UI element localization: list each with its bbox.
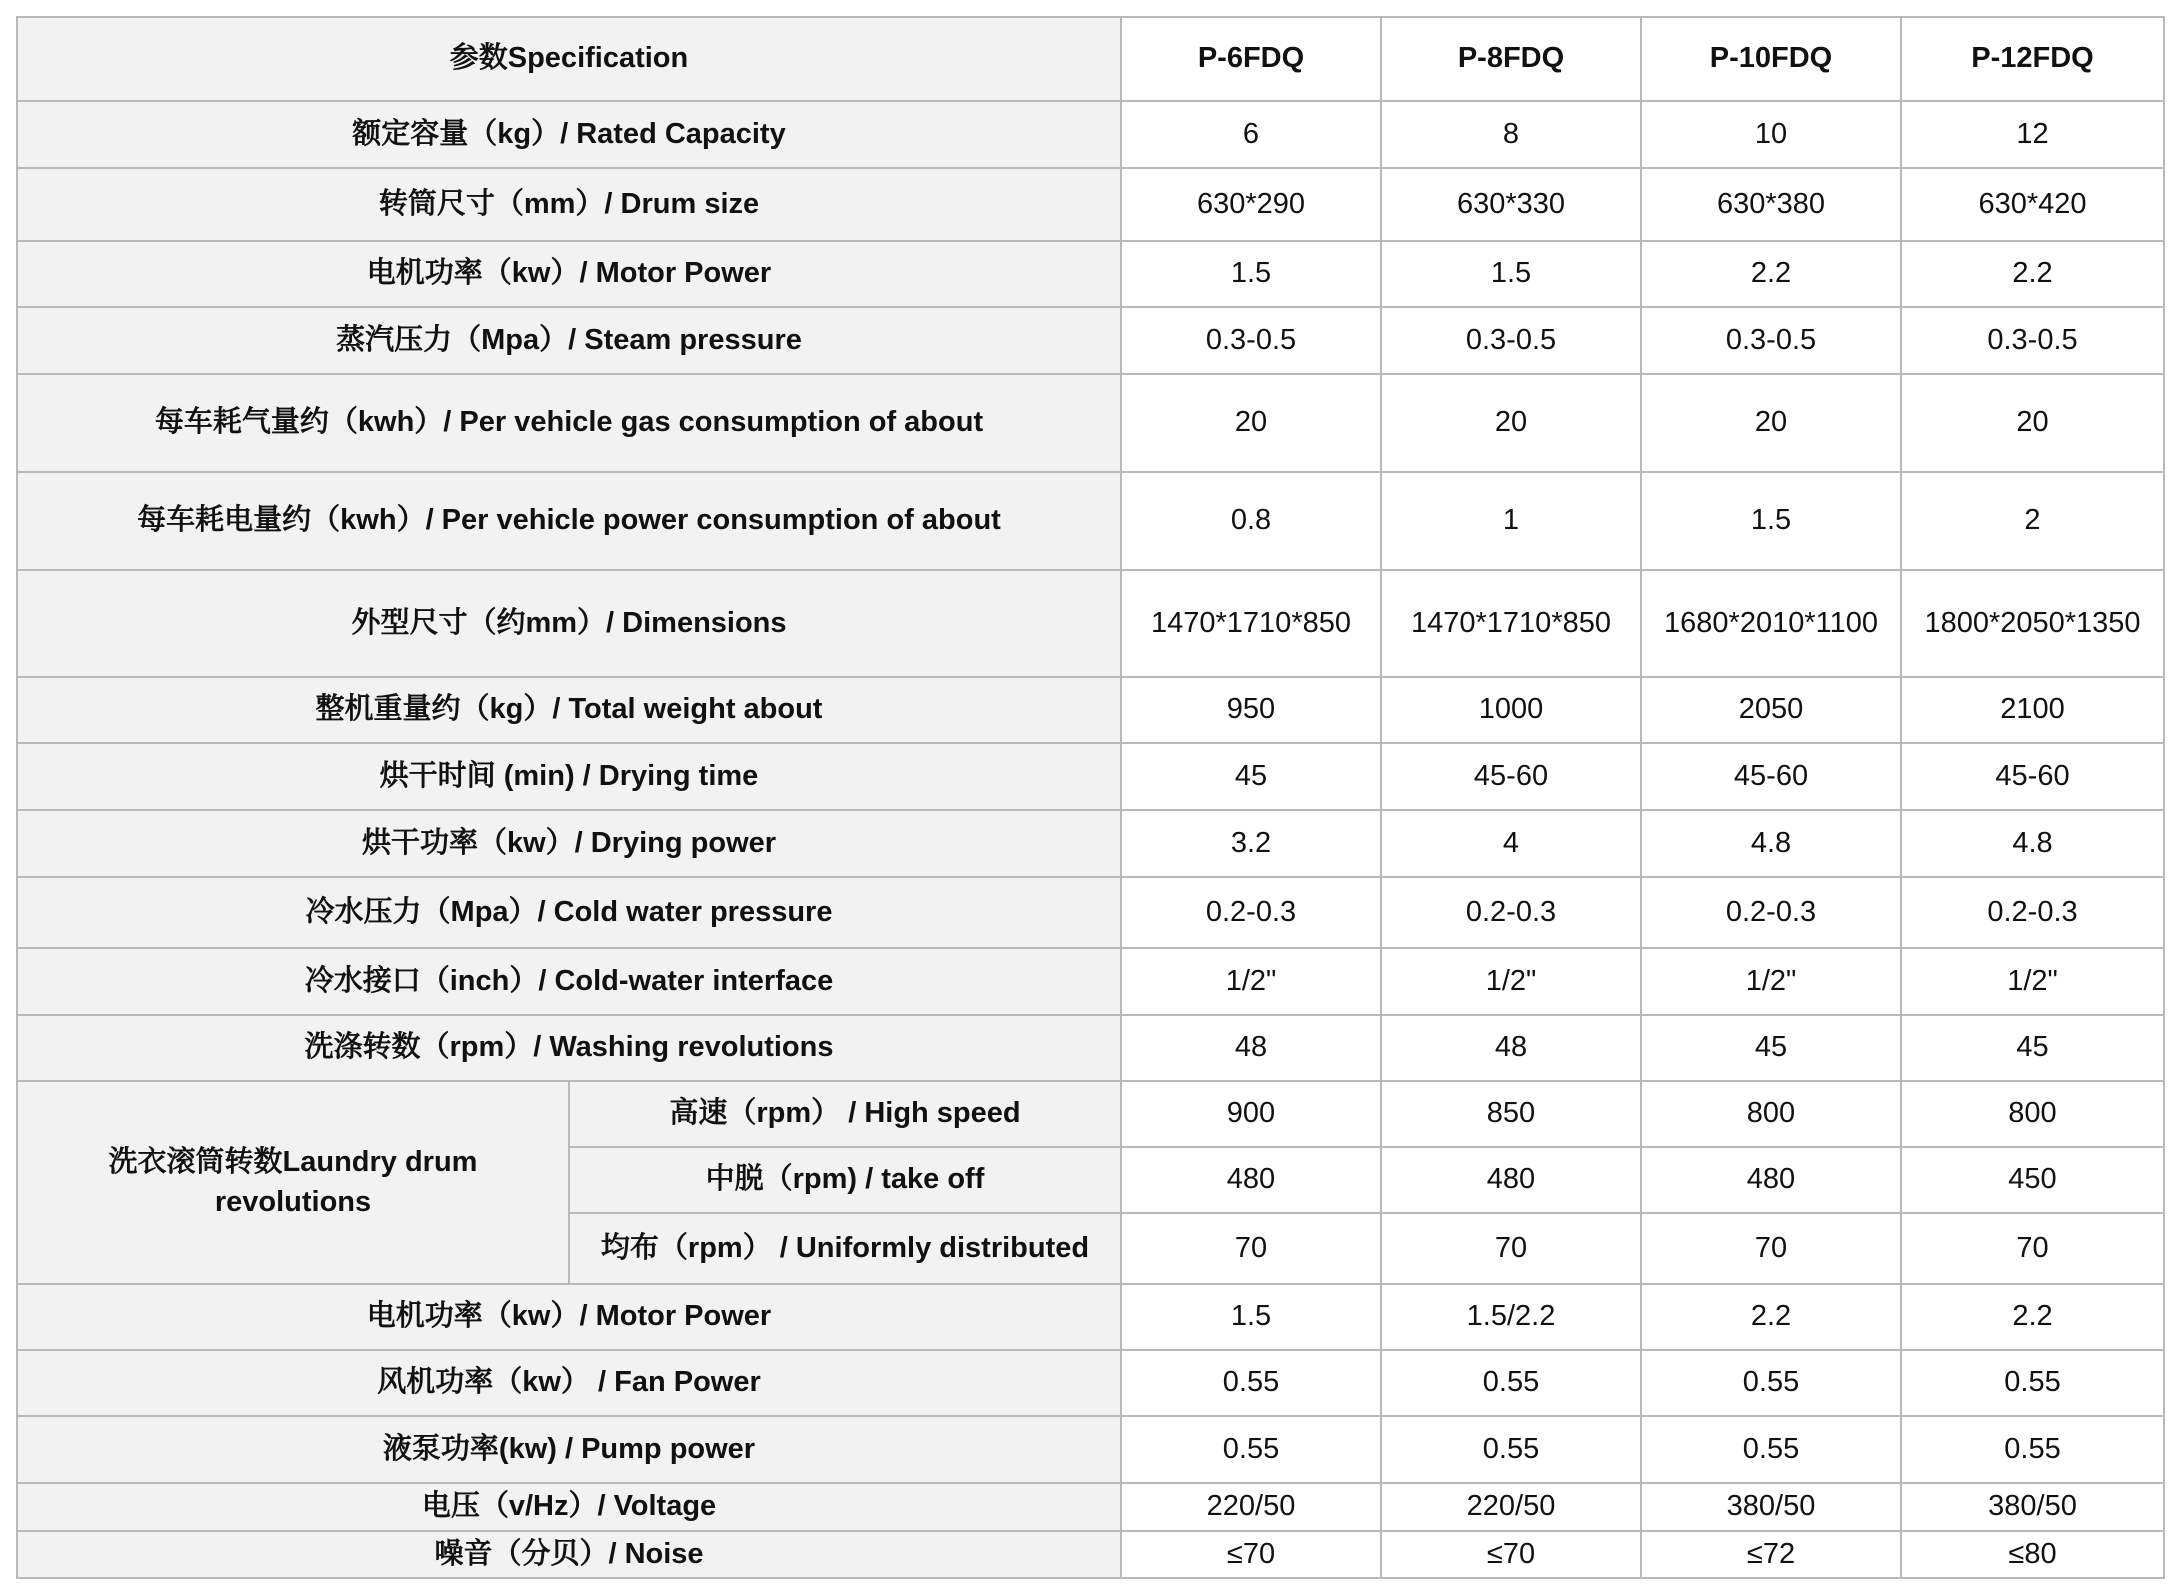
cell-value: 45-60 [1381, 743, 1641, 810]
cell-value: 800 [1641, 1081, 1901, 1147]
cell-value: 480 [1641, 1147, 1901, 1213]
cell-value: 45 [1901, 1015, 2164, 1081]
cell-value: ≤80 [1901, 1531, 2164, 1578]
table-row [17, 101, 2164, 168]
row-label: 蒸汽压力（Mpa）/ Steam pressure [17, 307, 1121, 374]
cell-value: ≤72 [1641, 1531, 1901, 1578]
cell-value: 2.2 [1641, 241, 1901, 307]
cell-value: 0.2-0.3 [1901, 877, 2164, 948]
row-label: 烘干时间 (min) / Drying time [17, 743, 1121, 810]
cell-value: 48 [1121, 1015, 1381, 1081]
row-label: 冷水压力（Mpa）/ Cold water pressure [17, 877, 1121, 948]
cell-value: 1800*2050*1350 [1901, 570, 2164, 677]
cell-value: 1.5 [1121, 1284, 1381, 1350]
cell-value: 630*290 [1121, 168, 1381, 241]
model-header: P-10FDQ [1641, 17, 1901, 101]
cell-value: 70 [1901, 1213, 2164, 1284]
row-label: 电压（v/Hz）/ Voltage [17, 1483, 1121, 1531]
cell-value: 6 [1121, 101, 1381, 168]
cell-value: 1/2" [1381, 948, 1641, 1015]
table-row [17, 1081, 2164, 1147]
table-row [17, 1531, 2164, 1578]
cell-value: 2.2 [1901, 1284, 2164, 1350]
cell-value: 630*420 [1901, 168, 2164, 241]
table-row [17, 677, 2164, 743]
cell-value: 0.55 [1641, 1416, 1901, 1483]
cell-value: 20 [1121, 374, 1381, 472]
cell-value: 0.3-0.5 [1381, 307, 1641, 374]
model-header: P-12FDQ [1901, 17, 2164, 101]
cell-value: 2.2 [1901, 241, 2164, 307]
row-label: 均布（rpm） / Uniformly distributed [569, 1213, 1121, 1284]
cell-value: 1.5 [1381, 241, 1641, 307]
table-row [17, 307, 2164, 374]
cell-value: 4 [1381, 810, 1641, 877]
cell-value: 45 [1641, 1015, 1901, 1081]
cell-value: ≤70 [1121, 1531, 1381, 1578]
cell-value: 45-60 [1641, 743, 1901, 810]
cell-value: 0.55 [1901, 1416, 2164, 1483]
row-label: 烘干功率（kw）/ Drying power [17, 810, 1121, 877]
cell-value: 1470*1710*850 [1381, 570, 1641, 677]
table-row [17, 743, 2164, 810]
cell-value: 0.3-0.5 [1641, 307, 1901, 374]
cell-value: 850 [1381, 1081, 1641, 1147]
cell-value: ≤70 [1381, 1531, 1641, 1578]
cell-value: 10 [1641, 101, 1901, 168]
row-label: 电机功率（kw）/ Motor Power [17, 241, 1121, 307]
row-label: 高速（rpm） / High speed [569, 1081, 1121, 1147]
cell-value: 630*380 [1641, 168, 1901, 241]
cell-value: 1 [1381, 472, 1641, 570]
cell-value: 0.55 [1901, 1350, 2164, 1416]
cell-value: 1000 [1381, 677, 1641, 743]
model-header: P-8FDQ [1381, 17, 1641, 101]
cell-value: 450 [1901, 1147, 2164, 1213]
table-row [17, 570, 2164, 677]
table-row [17, 1483, 2164, 1531]
cell-value: 20 [1381, 374, 1641, 472]
cell-value: 1/2" [1641, 948, 1901, 1015]
row-label: 转筒尺寸（mm）/ Drum size [17, 168, 1121, 241]
row-label: 额定容量（kg）/ Rated Capacity [17, 101, 1121, 168]
cell-value: 0.55 [1381, 1416, 1641, 1483]
cell-value: 220/50 [1381, 1483, 1641, 1531]
cell-value: 630*330 [1381, 168, 1641, 241]
cell-value: 70 [1641, 1213, 1901, 1284]
cell-value: 4.8 [1641, 810, 1901, 877]
cell-value: 380/50 [1901, 1483, 2164, 1531]
cell-value: 45-60 [1901, 743, 2164, 810]
cell-value: 70 [1121, 1213, 1381, 1284]
table-row [17, 810, 2164, 877]
cell-value: 20 [1641, 374, 1901, 472]
table-row [17, 877, 2164, 948]
row-label: 噪音（分贝）/ Noise [17, 1531, 1121, 1578]
cell-value: 2 [1901, 472, 2164, 570]
cell-value: 48 [1381, 1015, 1641, 1081]
cell-value: 1.5 [1641, 472, 1901, 570]
row-label: 中脱（rpm) / take off [569, 1147, 1121, 1213]
row-label: 外型尺寸（约mm）/ Dimensions [17, 570, 1121, 677]
table-row [17, 472, 2164, 570]
cell-value: 1.5/2.2 [1381, 1284, 1641, 1350]
drum-group-label: 洗衣滚筒转数Laundry drum revolutions [17, 1081, 569, 1284]
cell-value: 1/2" [1901, 948, 2164, 1015]
cell-value: 0.55 [1121, 1416, 1381, 1483]
cell-value: 480 [1381, 1147, 1641, 1213]
row-label: 电机功率（kw）/ Motor Power [17, 1284, 1121, 1350]
cell-value: 1/2" [1121, 948, 1381, 1015]
cell-value: 0.55 [1641, 1350, 1901, 1416]
cell-value: 1.5 [1121, 241, 1381, 307]
cell-value: 380/50 [1641, 1483, 1901, 1531]
model-header: P-6FDQ [1121, 17, 1381, 101]
table-row [17, 1416, 2164, 1483]
cell-value: 0.2-0.3 [1641, 877, 1901, 948]
table-row [17, 1350, 2164, 1416]
cell-value: 0.3-0.5 [1121, 307, 1381, 374]
cell-value: 950 [1121, 677, 1381, 743]
cell-value: 1680*2010*1100 [1641, 570, 1901, 677]
cell-value: 8 [1381, 101, 1641, 168]
cell-value: 2.2 [1641, 1284, 1901, 1350]
cell-value: 1470*1710*850 [1121, 570, 1381, 677]
cell-value: 4.8 [1901, 810, 2164, 877]
cell-value: 480 [1121, 1147, 1381, 1213]
cell-value: 0.55 [1381, 1350, 1641, 1416]
row-label: 整机重量约（kg）/ Total weight about [17, 677, 1121, 743]
specification-table [16, 16, 2165, 1579]
table-row [17, 1284, 2164, 1350]
table-row [17, 948, 2164, 1015]
header-label: 参数Specification [17, 17, 1121, 101]
table-row [17, 168, 2164, 241]
cell-value: 0.55 [1121, 1350, 1381, 1416]
cell-value: 45 [1121, 743, 1381, 810]
cell-value: 20 [1901, 374, 2164, 472]
cell-value: 3.2 [1121, 810, 1381, 877]
spec-table-container [16, 16, 2165, 1579]
row-label: 风机功率（kw） / Fan Power [17, 1350, 1121, 1416]
header-row [17, 17, 2164, 101]
cell-value: 12 [1901, 101, 2164, 168]
cell-value: 0.2-0.3 [1381, 877, 1641, 948]
row-label: 冷水接口（inch）/ Cold-water interface [17, 948, 1121, 1015]
row-label: 每车耗气量约（kwh）/ Per vehicle gas consumption of about [17, 374, 1121, 472]
row-label: 液泵功率(kw) / Pump power [17, 1416, 1121, 1483]
table-row [17, 374, 2164, 472]
cell-value: 0.2-0.3 [1121, 877, 1381, 948]
cell-value: 0.3-0.5 [1901, 307, 2164, 374]
row-label: 洗涤转数（rpm）/ Washing revolutions [17, 1015, 1121, 1081]
cell-value: 220/50 [1121, 1483, 1381, 1531]
cell-value: 2100 [1901, 677, 2164, 743]
cell-value: 800 [1901, 1081, 2164, 1147]
cell-value: 2050 [1641, 677, 1901, 743]
row-label: 每车耗电量约（kwh）/ Per vehicle power consumption of about [17, 472, 1121, 570]
cell-value: 0.8 [1121, 472, 1381, 570]
table-row [17, 241, 2164, 307]
cell-value: 70 [1381, 1213, 1641, 1284]
cell-value: 900 [1121, 1081, 1381, 1147]
table-row [17, 1015, 2164, 1081]
